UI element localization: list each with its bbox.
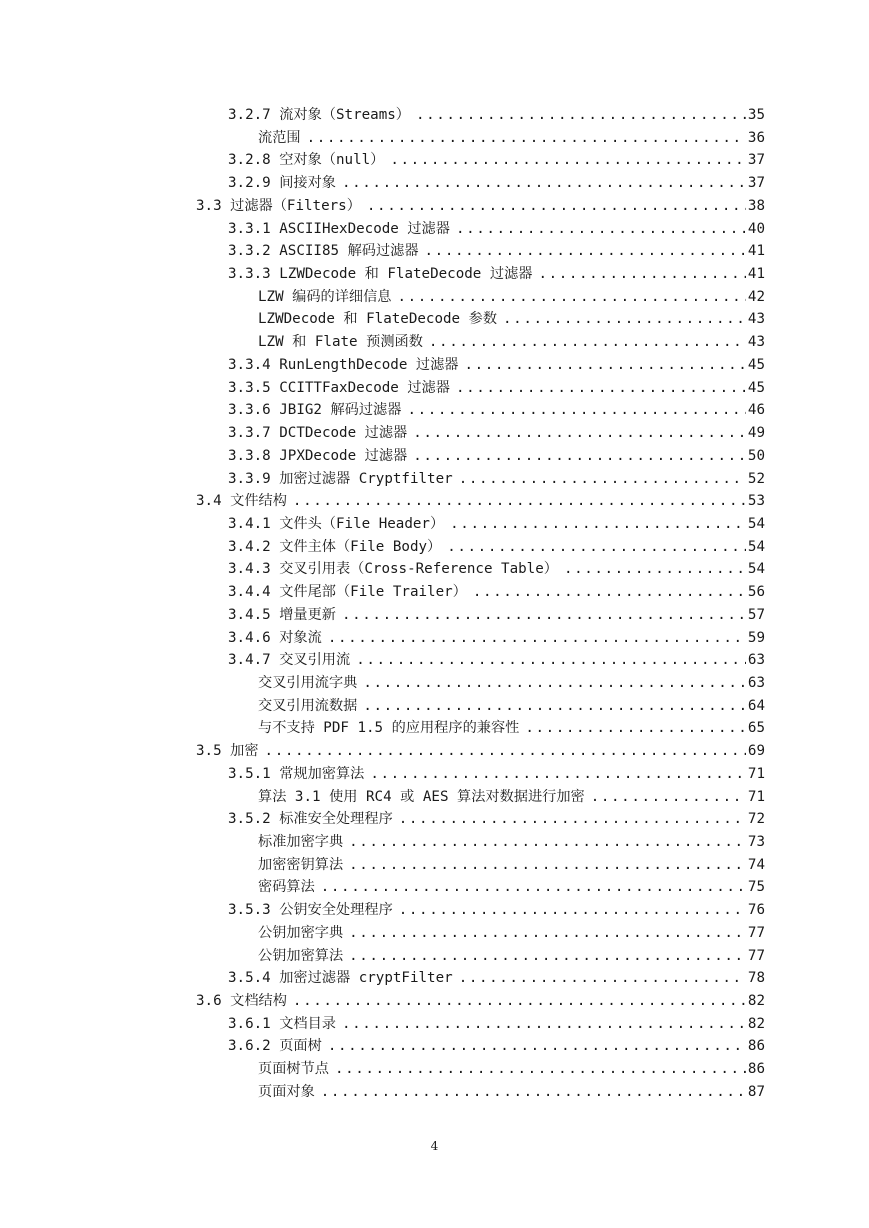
toc-entry[interactable] bbox=[0, 672, 869, 695]
toc-entry-title: 流范围 bbox=[258, 129, 301, 146]
dot-leader bbox=[429, 331, 746, 354]
toc-entry-page: 77 bbox=[747, 924, 765, 941]
toc-entry[interactable] bbox=[0, 445, 869, 468]
dot-leader bbox=[525, 717, 746, 740]
toc-entry-title: 交叉引用流数据 bbox=[258, 697, 358, 714]
toc-entry-page: 86 bbox=[747, 1061, 765, 1078]
toc-entry[interactable] bbox=[0, 104, 869, 127]
toc-entry-page: 65 bbox=[747, 720, 765, 737]
toc-entry[interactable] bbox=[0, 740, 869, 763]
toc-entry-page: 82 bbox=[747, 1015, 765, 1032]
toc-entry-page: 46 bbox=[747, 402, 765, 419]
toc-entry[interactable] bbox=[0, 922, 869, 945]
toc-entry[interactable] bbox=[0, 1035, 869, 1058]
dot-leader bbox=[413, 422, 746, 445]
dot-leader bbox=[416, 104, 746, 127]
toc-entry-page: 56 bbox=[747, 584, 765, 601]
toc-entry-page: 78 bbox=[747, 970, 765, 987]
toc-entry-title: 3.3.5 CCITTFaxDecode 过滤器 bbox=[228, 379, 450, 396]
toc-entry-title: 3.4.2 文件主体（File Body） bbox=[228, 538, 442, 555]
toc-entry-title: 标准加密字典 bbox=[258, 834, 344, 850]
toc-entry-title: 交叉引用流字典 bbox=[258, 674, 358, 691]
toc-entry[interactable] bbox=[0, 513, 869, 536]
toc-entry[interactable] bbox=[0, 127, 869, 150]
toc-entry[interactable] bbox=[0, 536, 869, 559]
toc-entry-page: 38 bbox=[747, 197, 765, 214]
toc-entry-title: 3.4.5 增量更新 bbox=[228, 606, 336, 623]
toc-entry-page: 87 bbox=[747, 1083, 765, 1100]
dot-leader bbox=[538, 263, 745, 286]
dot-leader bbox=[367, 195, 746, 218]
dot-leader bbox=[591, 786, 746, 809]
toc-entry-page: 74 bbox=[747, 856, 765, 873]
dot-leader bbox=[349, 922, 746, 945]
toc-entry[interactable] bbox=[0, 763, 869, 786]
toc-entry-title: 与不支持 PDF 1.5 的应用程序的兼容性 bbox=[258, 720, 520, 737]
toc-entry-title: 3.6.2 页面树 bbox=[228, 1038, 322, 1055]
dot-leader bbox=[321, 1081, 746, 1104]
toc-entry-title: 3.2.7 流对象（Streams） bbox=[228, 107, 410, 123]
dot-leader bbox=[328, 1035, 746, 1058]
toc-entry[interactable] bbox=[0, 490, 869, 513]
toc-entry-page: 63 bbox=[747, 652, 765, 669]
dot-leader bbox=[363, 672, 746, 695]
toc-entry-page: 76 bbox=[747, 902, 765, 919]
toc-entry[interactable] bbox=[0, 967, 869, 990]
toc-entry[interactable] bbox=[0, 218, 869, 241]
toc-entry[interactable] bbox=[0, 172, 869, 195]
toc-entry[interactable] bbox=[0, 831, 869, 854]
toc-entry-title: 3.4.1 文件头（File Header） bbox=[228, 515, 445, 532]
toc-entry[interactable] bbox=[0, 422, 869, 445]
dot-leader bbox=[450, 513, 746, 536]
toc-entry-title: 3.5.1 常规加密算法 bbox=[228, 765, 365, 782]
toc-entry-page: 43 bbox=[747, 334, 765, 351]
toc-entry-page: 53 bbox=[747, 493, 765, 510]
toc-entry[interactable] bbox=[0, 331, 869, 354]
toc-entry-title: 3.6.1 文档目录 bbox=[228, 1015, 336, 1032]
dot-leader bbox=[407, 399, 745, 422]
toc-entry[interactable] bbox=[0, 377, 869, 400]
dot-leader bbox=[397, 286, 745, 309]
toc-entry[interactable] bbox=[0, 627, 869, 650]
dot-leader bbox=[459, 468, 746, 491]
toc-entry-title: 3.2.9 间接对象 bbox=[228, 175, 336, 192]
toc-entry[interactable] bbox=[0, 990, 869, 1013]
toc-entry-page: 54 bbox=[747, 515, 765, 532]
dot-leader bbox=[564, 558, 746, 581]
toc-entry-title: 公钥加密算法 bbox=[258, 947, 344, 964]
toc-entry[interactable] bbox=[0, 1081, 869, 1104]
toc-entry-page: 59 bbox=[747, 629, 765, 646]
toc-entry-page: 69 bbox=[747, 743, 765, 760]
toc-entry-title: LZW 编码的详细信息 bbox=[258, 288, 392, 305]
dot-leader bbox=[342, 172, 746, 195]
toc-entry[interactable] bbox=[0, 808, 869, 831]
toc-entry-page: 37 bbox=[747, 152, 765, 169]
dot-leader bbox=[335, 1058, 746, 1081]
toc-entry-title: 3.5.3 公钥安全处理程序 bbox=[228, 902, 393, 919]
toc-entry-title: 页面树节点 bbox=[258, 1061, 329, 1078]
toc-entry-title: 3.3.3 LZWDecode 和 FlateDecode 过滤器 bbox=[228, 266, 533, 283]
dot-leader bbox=[399, 808, 746, 831]
dot-leader bbox=[356, 649, 746, 672]
toc-entry-title: 3.5.4 加密过滤器 cryptFilter bbox=[228, 970, 453, 987]
dot-leader bbox=[456, 377, 746, 400]
toc-entry-title: 3.6 文档结构 bbox=[196, 993, 287, 1010]
toc-entry-title: 3.4.4 文件尾部（File Trailer） bbox=[228, 584, 467, 601]
toc-entry-title: 3.3.2 ASCII85 解码过滤器 bbox=[228, 243, 419, 260]
toc-entry-title: 3.5.2 标准安全处理程序 bbox=[228, 811, 393, 828]
dot-leader bbox=[342, 1013, 746, 1036]
toc-entry-page: 41 bbox=[747, 266, 765, 283]
toc-entry-page: 50 bbox=[747, 447, 765, 464]
toc-entry[interactable] bbox=[0, 876, 869, 899]
toc-entry[interactable] bbox=[0, 195, 869, 218]
toc-entry[interactable] bbox=[0, 1058, 869, 1081]
toc-entry-title: 公钥加密字典 bbox=[258, 924, 344, 941]
dot-leader bbox=[399, 899, 746, 922]
toc-entry-title: 页面对象 bbox=[258, 1083, 315, 1100]
toc-entry[interactable] bbox=[0, 149, 869, 172]
dot-leader bbox=[464, 354, 745, 377]
toc-entry-page: 71 bbox=[747, 765, 765, 782]
dot-leader bbox=[456, 218, 746, 241]
toc-entry[interactable] bbox=[0, 854, 869, 877]
toc-entry-page: 43 bbox=[747, 311, 765, 328]
table-of-contents bbox=[0, 104, 869, 1104]
toc-entry-page: 72 bbox=[747, 811, 765, 828]
toc-entry[interactable] bbox=[0, 558, 869, 581]
dot-leader bbox=[328, 627, 746, 650]
dot-leader bbox=[459, 967, 746, 990]
toc-entry-page: 49 bbox=[747, 425, 765, 442]
dot-leader bbox=[293, 490, 746, 513]
toc-entry[interactable] bbox=[0, 649, 869, 672]
toc-entry-page: 73 bbox=[747, 834, 765, 850]
toc-entry-page: 37 bbox=[747, 175, 765, 192]
toc-entry-title: 3.3 过滤器（Filters） bbox=[196, 197, 361, 214]
toc-entry-title: 3.3.7 DCTDecode 过滤器 bbox=[228, 425, 408, 442]
toc-entry[interactable] bbox=[0, 399, 869, 422]
toc-entry-page: 45 bbox=[747, 379, 765, 396]
toc-entry[interactable] bbox=[0, 354, 869, 377]
toc-entry[interactable] bbox=[0, 468, 869, 491]
toc-entry[interactable] bbox=[0, 286, 869, 309]
toc-entry-page: 77 bbox=[747, 947, 765, 964]
toc-entry[interactable] bbox=[0, 240, 869, 263]
toc-entry-page: 63 bbox=[747, 674, 765, 691]
dot-leader bbox=[321, 876, 746, 899]
toc-entry-page: 42 bbox=[747, 288, 765, 305]
toc-entry-title: 3.4 文件结构 bbox=[196, 493, 287, 510]
dot-leader bbox=[363, 695, 746, 718]
toc-entry-page: 45 bbox=[747, 356, 765, 373]
toc-entry-page: 40 bbox=[747, 220, 765, 237]
toc-entry-title: 3.3.8 JPXDecode 过滤器 bbox=[228, 447, 408, 464]
dot-leader bbox=[349, 831, 746, 854]
toc-entry-title: LZW 和 Flate 预测函数 bbox=[258, 334, 423, 351]
dot-leader bbox=[473, 581, 746, 604]
toc-entry[interactable] bbox=[0, 717, 869, 740]
toc-entry-page: 54 bbox=[747, 561, 765, 578]
dot-leader bbox=[370, 763, 746, 786]
dot-leader bbox=[349, 854, 746, 877]
toc-entry-page: 36 bbox=[747, 129, 765, 146]
dot-leader bbox=[390, 149, 746, 172]
toc-entry-page: 75 bbox=[747, 879, 765, 896]
dot-leader bbox=[447, 536, 746, 559]
dot-leader bbox=[307, 127, 746, 150]
toc-entry-title: 加密密钥算法 bbox=[258, 856, 344, 873]
toc-entry[interactable] bbox=[0, 899, 869, 922]
toc-entry-title: 3.3.9 加密过滤器 Cryptfilter bbox=[228, 470, 453, 487]
dot-leader bbox=[342, 604, 746, 627]
toc-entry-page: 35 bbox=[747, 107, 765, 123]
toc-entry-page: 64 bbox=[747, 697, 765, 714]
toc-entry-page: 71 bbox=[747, 788, 765, 805]
toc-entry-page: 54 bbox=[747, 538, 765, 555]
toc-entry[interactable] bbox=[0, 263, 869, 286]
toc-entry-title: 3.4.3 交叉引用表（Cross-Reference Table） bbox=[228, 561, 558, 578]
toc-entry-page: 57 bbox=[747, 606, 765, 623]
toc-entry[interactable] bbox=[0, 786, 869, 809]
toc-entry-title: 3.4.6 对象流 bbox=[228, 629, 322, 646]
dot-leader bbox=[413, 445, 746, 468]
toc-entry-title: 3.2.8 空对象（null） bbox=[228, 152, 385, 169]
dot-leader bbox=[349, 945, 746, 968]
dot-leader bbox=[503, 308, 746, 331]
toc-entry[interactable] bbox=[0, 1013, 869, 1036]
toc-entry-page: 82 bbox=[747, 993, 765, 1010]
toc-entry-title: 3.3.1 ASCIIHexDecode 过滤器 bbox=[228, 220, 450, 237]
page-number: 4 bbox=[430, 1139, 439, 1153]
toc-entry[interactable] bbox=[0, 604, 869, 627]
dot-leader bbox=[265, 740, 746, 763]
toc-entry-title: 算法 3.1 使用 RC4 或 AES 算法对数据进行加密 bbox=[258, 788, 585, 805]
toc-entry-page: 86 bbox=[747, 1038, 765, 1055]
toc-entry[interactable] bbox=[0, 308, 869, 331]
toc-entry-page: 52 bbox=[747, 470, 765, 487]
toc-entry[interactable] bbox=[0, 945, 869, 968]
toc-entry[interactable] bbox=[0, 581, 869, 604]
toc-entry-page: 41 bbox=[747, 243, 765, 260]
toc-entry-title: 3.4.7 交叉引用流 bbox=[228, 652, 351, 669]
dot-leader bbox=[425, 240, 746, 263]
toc-entry-title: 密码算法 bbox=[258, 879, 315, 896]
toc-entry-title: 3.5 加密 bbox=[196, 743, 259, 760]
toc-entry-title: 3.3.4 RunLengthDecode 过滤器 bbox=[228, 356, 459, 373]
toc-entry-title: 3.3.6 JBIG2 解码过滤器 bbox=[228, 402, 402, 419]
toc-entry-title: LZWDecode 和 FlateDecode 参数 bbox=[258, 311, 498, 328]
dot-leader bbox=[293, 990, 746, 1013]
toc-entry[interactable] bbox=[0, 695, 869, 718]
